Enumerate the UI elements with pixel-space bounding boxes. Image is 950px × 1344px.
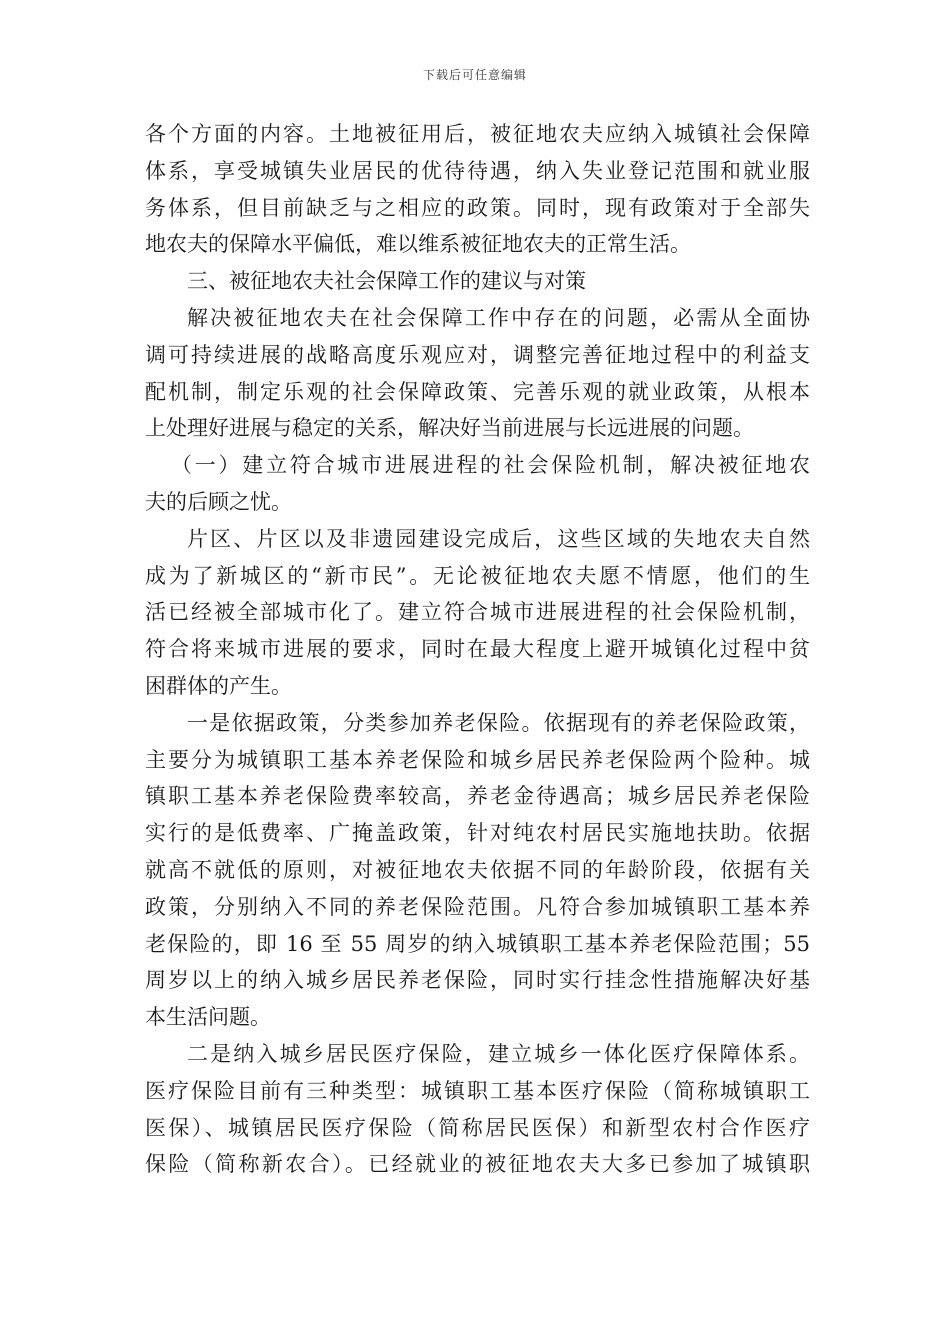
text-line: 上处理好进展与稳定的关系，解决好当前进展与长远进展的问题。 [145, 416, 754, 441]
text-line: 一是依据政策，分类参加养老保险。依据现有的养老保险政策， [187, 710, 810, 735]
text-line: 地农夫的保障水平偏低，难以维系被征地农夫的正常生活。 [145, 232, 691, 257]
section-heading [145, 263, 810, 300]
text-line: 保险（简称新农合）。已经就业的被征地农夫大多已参加了城镇职 [145, 1152, 810, 1177]
text-line: 政策，分别纳入不同的养老保险范围。凡符合参加城镇职工基本养 [145, 894, 810, 919]
page-header: 下载后可任意编辑 [422, 68, 527, 82]
subsection-heading [145, 447, 810, 521]
paragraph [145, 521, 810, 705]
text-line: 老保险的，即 16 至 55 周岁的纳入城镇职工基本养老保险范围；55 [145, 931, 810, 956]
text-line: 医疗保险目前有三种类型：城镇职工基本医疗保险（简称城镇职工 [145, 1078, 810, 1103]
paragraph [145, 300, 810, 447]
text-line: 镇职工基本养老保险费率较高，养老金待遇高；城乡居民养老保险 [145, 784, 810, 809]
text-line: 成为了新城区的“新市民”。无论被征地农夫愿不情愿，他们的生 [145, 563, 810, 588]
paragraph [145, 1036, 810, 1183]
text-line: 体系，享受城镇失业居民的优待待遇，纳入失业登记范围和就业服 [145, 158, 810, 183]
section-heading-text: 三、被征地农夫社会保障工作的建议与对策 [187, 269, 586, 294]
text-line: 主要分为城镇职工基本养老保险和城乡居民养老保险两个险种。城 [145, 747, 810, 772]
subsection-heading-text: （一）建立符合城市进展进程的社会保险机制，解决被征地农 [171, 453, 810, 478]
paragraph [145, 116, 810, 263]
text-line: 活已经被全部城市化了。建立符合城市进展进程的社会保险机制， [145, 600, 810, 625]
text-line: 调可持续进展的战略高度乐观应对，调整完善征地过程中的利益支 [145, 342, 810, 367]
text-line: 二是纳入城乡居民医疗保险，建立城乡一体化医疗保障体系。 [187, 1041, 810, 1066]
text-line: 解决被征地农夫在社会保障工作中存在的问题，必需从全面协 [187, 305, 810, 330]
text-line: 就高不就低的原则，对被征地农夫依据不同的年龄阶段，依据有关 [145, 857, 810, 882]
paragraph [145, 705, 810, 1036]
text-line: 医保）、城镇居民医疗保险（简称居民医保）和新型农村合作医疗 [145, 1115, 810, 1140]
text-line: 符合将来城市进展的要求，同时在最大程度上避开城镇化过程中贫 [145, 637, 810, 662]
text-line: 配机制，制定乐观的社会保障政策、完善乐观的就业政策，从根本 [145, 379, 810, 404]
text-line: 实行的是低费率、广掩盖政策，针对纯农村居民实施地扶助。依据 [145, 821, 810, 846]
text-line: 本生活问题。 [145, 1005, 271, 1030]
text-line: 困群体的产生。 [145, 673, 292, 698]
text-line: 片区、片区以及非遗园建设完成后，这些区域的失地农夫自然 [187, 526, 810, 551]
text-line: 各个方面的内容。土地被征用后，被征地农夫应纳入城镇社会保障 [145, 122, 810, 146]
document-body [145, 116, 810, 1183]
text-line: 周岁以上的纳入城乡居民养老保险，同时实行挂念性措施解决好基 [145, 968, 810, 993]
text-line: 务体系，但目前缺乏与之相应的政策。同时，现有政策对于全部失 [145, 195, 810, 220]
subsection-heading-text: 夫的后顾之忧。 [145, 489, 292, 514]
